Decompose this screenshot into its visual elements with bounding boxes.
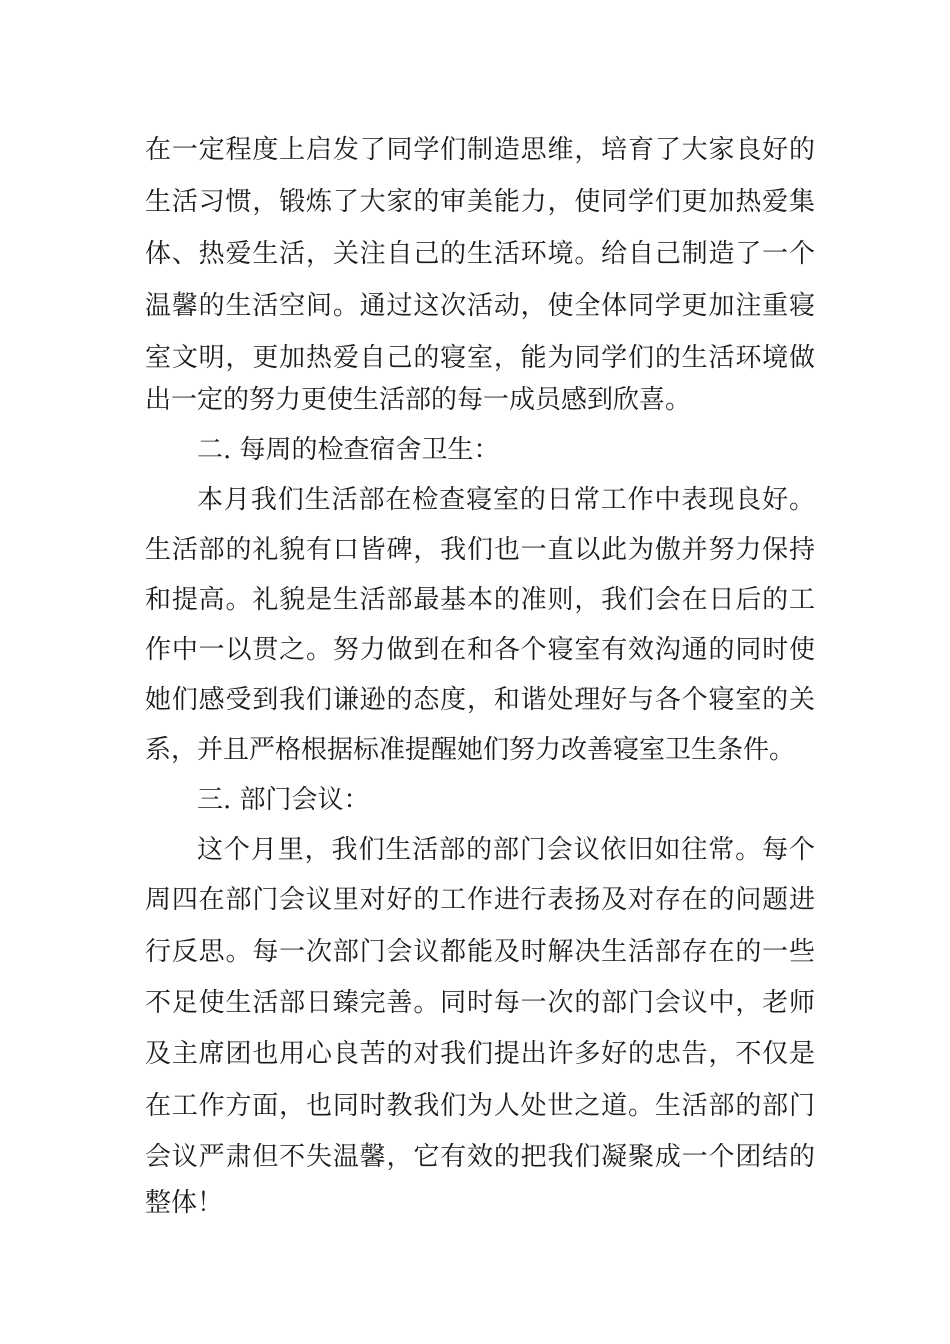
paragraph-line: 整体！ — [145, 1188, 224, 1218]
paragraph-line: 温馨的生活空间。通过这次活动，使全体同学更加注重寝 — [145, 291, 815, 321]
paragraph-line: 本月我们生活部在检查寝室的日常工作中表现良好。 — [197, 485, 815, 515]
paragraph-line: 出一定的努力更使生活部的每一成员感到欣喜。 — [145, 385, 692, 415]
paragraph-line: 在一定程度上启发了同学们制造思维，培育了大家良好的 — [145, 135, 815, 165]
paragraph-line: 和提高。礼貌是生活部最基本的准则，我们会在日后的工 — [145, 585, 815, 615]
paragraph-line: 作中一以贯之。努力做到在和各个寝室有效沟通的同时使 — [145, 635, 815, 665]
paragraph-line: 生活习惯，锻炼了大家的审美能力，使同学们更加热爱集 — [145, 187, 815, 217]
paragraph-line: 周四在部门会议里对好的工作进行表扬及对存在的问题进 — [145, 885, 815, 915]
paragraph-line: 行反思。每一次部门会议都能及时解决生活部存在的一些 — [145, 937, 815, 967]
paragraph-line: 在工作方面，也同时教我们为人处世之道。生活部的部门 — [145, 1091, 815, 1121]
paragraph-line: 生活部的礼貌有口皆碑，我们也一直以此为傲并努力保持 — [145, 535, 815, 565]
paragraph-line: 不足使生活部日臻完善。同时每一次的部门会议中，老师 — [145, 988, 815, 1018]
section-heading: 二. 每周的检查宿舍卫生： — [197, 435, 500, 465]
paragraph-line: 这个月里，我们生活部的部门会议依旧如往常。每个 — [197, 835, 815, 865]
section-heading: 三. 部门会议： — [197, 785, 370, 815]
paragraph-line: 系，并且严格根据标准提醒她们努力改善寝室卫生条件。 — [145, 735, 796, 765]
paragraph-line: 及主席团也用心良苦的对我们提出许多好的忠告，不仅是 — [145, 1039, 815, 1069]
paragraph-line: 室文明，更加热爱自己的寝室，能为同学们的生活环境做 — [145, 343, 815, 373]
paragraph-line: 体、热爱生活，关注自己的生活环境。给自己制造了一个 — [145, 239, 815, 269]
paragraph-line: 会议严肃但不失温馨，它有效的把我们凝聚成一个团结的 — [145, 1142, 815, 1172]
paragraph-line: 她们感受到我们谦逊的态度，和谐处理好与各个寝室的关 — [145, 685, 815, 715]
